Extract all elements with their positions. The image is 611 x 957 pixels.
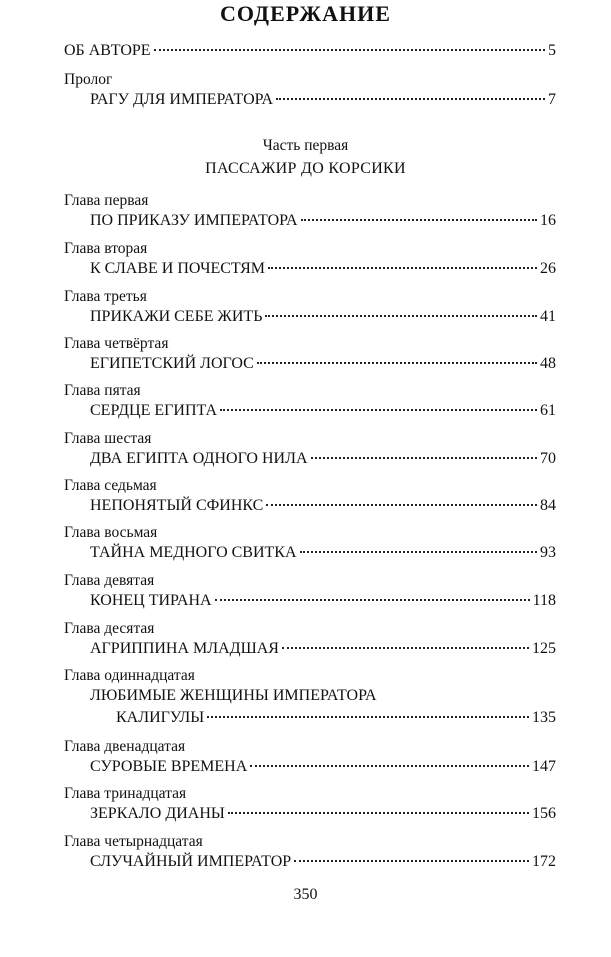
chapter-title: СУРОВЫЕ ВРЕМЕНА — [90, 758, 248, 775]
page-number: 48 — [540, 355, 556, 372]
entry-title: РАГУ ДЛЯ ИМПЕРАТОРА — [90, 91, 274, 108]
chapter-title: СЕРДЦЕ ЕГИПТА — [90, 402, 218, 419]
chapter-label: Глава седьмая — [64, 477, 157, 494]
chapter-label: Глава четырнадцатая — [64, 833, 203, 850]
chapter-title: ЗЕРКАЛО ДИАНЫ — [90, 805, 225, 822]
dot-leader — [207, 716, 529, 718]
dot-leader — [154, 49, 545, 51]
chapter-title: КАЛИГУЛЫ — [116, 709, 205, 726]
toc-entry-chapter-14[interactable] — [64, 832, 556, 873]
chapter-title: ТАЙНА МЕДНОГО СВИТКА — [90, 544, 297, 561]
chapter-title: ПО ПРИКАЗУ ИМПЕРАТОРА — [90, 212, 298, 229]
page-number: 7 — [548, 91, 556, 108]
dot-leader — [265, 315, 537, 317]
toc-entry-chapter-7[interactable] — [64, 476, 556, 517]
toc-entry-chapter-12[interactable] — [64, 737, 556, 778]
toc-entry-chapter-3[interactable] — [64, 287, 556, 328]
toc-row — [64, 707, 556, 729]
page-number: 5 — [548, 42, 556, 59]
chapter-label: Глава одиннадцатая — [64, 667, 195, 684]
toc-row — [64, 638, 556, 660]
toc-row — [64, 40, 556, 62]
toc-entry-chapter-1[interactable] — [64, 191, 556, 232]
toc-entry-about-author[interactable] — [64, 40, 556, 62]
chapter-label: Глава пятая — [64, 382, 141, 399]
page-number: 156 — [532, 805, 556, 822]
chapter-title: ЕГИПЕТСКИЙ ЛОГОС — [90, 355, 254, 372]
toc-entry-chapter-10[interactable] — [64, 619, 556, 660]
toc-row — [64, 495, 556, 517]
toc-entry-chapter-9[interactable] — [64, 571, 556, 612]
entry-label: Пролог — [64, 71, 113, 88]
toc-entry-chapter-13[interactable] — [64, 784, 556, 825]
chapter-title: К СЛАВЕ И ПОЧЕСТЯМ — [90, 260, 265, 277]
dot-leader — [294, 860, 529, 862]
chapter-label: Глава третья — [64, 288, 147, 305]
page-folio: 350 — [293, 886, 318, 903]
page-number: 118 — [532, 592, 556, 609]
dot-leader — [268, 267, 537, 269]
toc-row — [64, 353, 556, 375]
toc-entry-chapter-2[interactable] — [64, 239, 556, 280]
dot-leader — [257, 362, 537, 364]
toc-entry-chapter-8[interactable] — [64, 523, 556, 564]
dot-leader — [220, 409, 537, 411]
page-title: СОДЕРЖАНИЕ — [220, 1, 391, 26]
chapter-title-line1: ЛЮБИМЫЕ ЖЕНЩИНЫ ИМПЕРАТОРА — [90, 687, 377, 704]
toc-row — [64, 306, 556, 328]
chapter-label: Глава десятая — [64, 620, 155, 637]
entry-title: ОБ АВТОРЕ — [64, 42, 151, 59]
dot-leader — [301, 219, 537, 221]
toc-entry-chapter-6[interactable] — [64, 429, 556, 470]
dot-leader — [266, 504, 537, 506]
chapter-label: Глава двенадцатая — [64, 738, 186, 755]
dot-leader — [300, 551, 537, 553]
toc-entry-prologue[interactable] — [64, 70, 556, 111]
dot-leader — [228, 812, 529, 814]
page-number: 172 — [532, 853, 556, 870]
chapter-title: ПРИКАЖИ СЕБЕ ЖИТЬ — [90, 308, 263, 325]
toc-entry-chapter-5[interactable] — [64, 381, 556, 422]
toc-row — [64, 590, 556, 612]
chapter-title: АГРИППИНА МЛАДШАЯ — [90, 640, 279, 657]
toc-row — [64, 89, 556, 111]
toc-row — [64, 400, 556, 422]
toc-entry-chapter-11[interactable] — [64, 666, 556, 729]
dot-leader — [276, 98, 545, 100]
chapter-title: НЕПОНЯТЫЙ СФИНКС — [90, 497, 264, 514]
chapter-title: ДВА ЕГИПТА ОДНОГО НИЛА — [90, 450, 308, 467]
page-number: 16 — [540, 212, 556, 229]
part-label: Часть первая — [262, 137, 349, 154]
chapter-label: Глава вторая — [64, 240, 148, 257]
chapter-label: Глава четвёртая — [64, 335, 169, 352]
toc-row — [64, 258, 556, 280]
page-number: 84 — [540, 497, 556, 514]
dot-leader — [215, 599, 530, 601]
chapter-label: Глава девятая — [64, 572, 155, 589]
dot-leader — [311, 457, 538, 459]
page-number: 93 — [540, 544, 556, 561]
page-number: 26 — [540, 260, 556, 277]
page-number: 125 — [532, 640, 556, 657]
chapter-label: Глава шестая — [64, 430, 152, 447]
page-number: 70 — [540, 450, 556, 467]
page-number: 61 — [540, 402, 556, 419]
page-number: 41 — [540, 308, 556, 325]
page-number: 147 — [532, 758, 556, 775]
toc-row — [64, 448, 556, 470]
chapter-label: Глава восьмая — [64, 524, 158, 541]
toc-row — [64, 851, 556, 873]
toc-row — [64, 542, 556, 564]
chapter-title: КОНЕЦ ТИРАНА — [90, 592, 212, 609]
chapter-label: Глава тринадцатая — [64, 785, 187, 802]
part-title: ПАССАЖИР ДО КОРСИКИ — [205, 160, 406, 177]
chapter-title: СЛУЧАЙНЫЙ ИМПЕРАТОР — [90, 853, 292, 870]
chapter-title-line — [64, 685, 556, 707]
page-number: 135 — [532, 709, 556, 726]
dot-leader — [282, 647, 529, 649]
toc-entry-chapter-4[interactable] — [64, 334, 556, 375]
toc-row — [64, 803, 556, 825]
chapter-label: Глава первая — [64, 192, 149, 209]
toc-row — [64, 210, 556, 232]
dot-leader — [250, 765, 529, 767]
toc-row — [64, 756, 556, 778]
